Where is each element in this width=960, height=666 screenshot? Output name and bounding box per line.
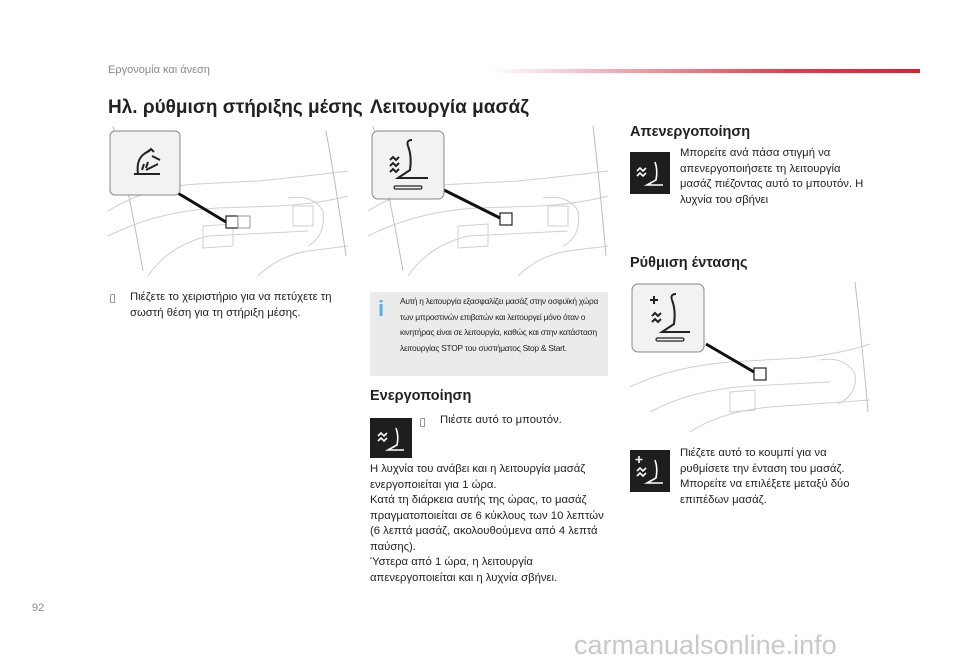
deactivation-text-line: Μπορείτε ανά πάσα στιγμή να <box>680 147 831 159</box>
info-line-3: κινητήρας είναι σε λειτουργία, καθώς και στην κατάσταση <box>400 327 597 337</box>
activation-bullet-icon <box>420 418 425 428</box>
intensity-text-line: Πιέζετε αυτό το κουμπί για να <box>680 447 827 459</box>
header-accent-line <box>490 69 920 73</box>
activation-text-line: ενεργοποιείται για 1 ώρα. <box>370 478 497 491</box>
deactivation-description <box>680 146 880 208</box>
lumbar-instruction-line-2: σωστή θέση για τη στήριξη μέσης. <box>130 306 301 319</box>
activation-text-line: πραγματοποιείται σε 6 κύκλους των 10 λεπτών <box>370 509 604 522</box>
intensity-text-line: επιπέδων μασάζ. <box>680 493 767 506</box>
watermark: carmanualsonline.info <box>574 630 837 660</box>
activation-title: Ενεργοποίηση <box>370 388 472 404</box>
activation-text-line: παύσης). <box>370 540 416 553</box>
intensity-title: Ρύθμιση έντασης <box>630 255 748 271</box>
massage-function-title: Λειτουργία μασάζ <box>370 97 529 118</box>
intensity-illustration <box>630 282 870 432</box>
massage-button-icon <box>370 418 412 458</box>
intensity-text-line: Μπορείτε να επιλέξετε μεταξύ δύο <box>680 478 850 490</box>
activation-text-line: Η λυχνία του ανάβει και η λειτουργία μασάζ <box>370 463 586 475</box>
deactivation-text-line: απενεργοποιήσετε τη λειτουργία <box>680 162 841 175</box>
info-icon: i <box>378 296 385 321</box>
lumbar-support-title: Ηλ. ρύθμιση στήριξης μέσης <box>108 97 363 118</box>
deactivation-text-line: λυχνία του σβήνει <box>680 193 769 206</box>
activation-text-line: Ύστερα από 1 ώρα, η λειτουργία <box>370 556 533 568</box>
activation-text-line: (6 λεπτά μασάζ, ακολουθούμενα από 4 λεπτά <box>370 525 598 537</box>
activation-text-line: απενεργοποιείται και η λυχνία σβήνει. <box>370 571 558 584</box>
deactivation-text-line: μασάζ πιέζοντας αυτό το μπουτόν. Η <box>680 178 864 190</box>
intensity-button-icon <box>630 450 670 492</box>
info-box <box>370 292 608 376</box>
info-line-1: Αυτή η λειτουργία εξασφαλίζει μασάζ στην οσφυϊκή χώρα <box>400 296 599 306</box>
activation-description <box>370 462 615 586</box>
page-number: 92 <box>32 602 45 614</box>
bullet-arrow-icon <box>110 294 115 304</box>
intensity-description <box>680 446 880 508</box>
lumbar-support-illustration <box>108 126 348 276</box>
deactivation-title: Απενεργοποίηση <box>630 124 751 140</box>
lumbar-instruction-line-1: Πιέζετε το χειριστήριο για να πετύχετε τη <box>130 291 332 303</box>
info-line-2: των μπροστινών επιβατών και λειτουργεί μόνο όταν ο <box>400 311 586 322</box>
activation-text-line: Κατά τη διάρκεια αυτής της ώρας, το μασάζ <box>370 494 587 506</box>
info-line-4: λειτουργίας STOP του συστήματος Stop & Start. <box>400 342 567 353</box>
activation-instruction: Πιέστε αυτό το μπουτόν. <box>440 414 562 426</box>
massage-illustration <box>368 126 608 276</box>
deactivation-button-icon <box>630 152 670 194</box>
section-header: Εργονομία και άνεση <box>108 64 210 76</box>
intensity-text-line: ρυθμίσετε την ένταση του μασάζ. <box>680 462 845 475</box>
